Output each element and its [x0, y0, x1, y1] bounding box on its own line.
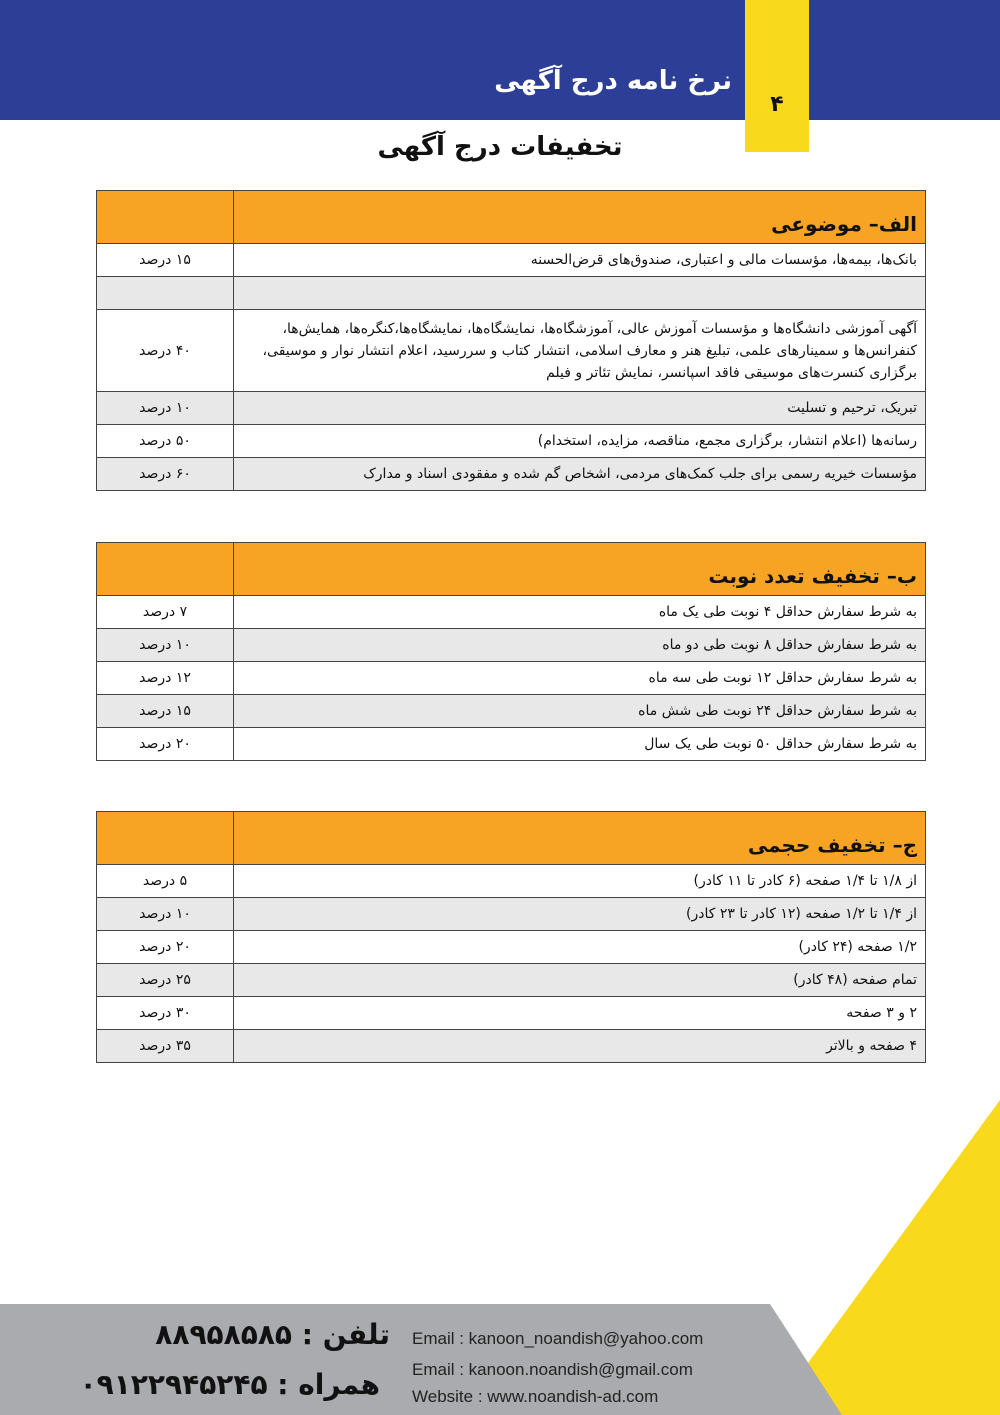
table-topic-discounts: [96, 190, 926, 491]
row-desc: ۲ و ۳ صفحه: [234, 997, 926, 1030]
row-percent: ۲۰ درصد: [97, 931, 234, 964]
row-percent: ۲۰ درصد: [97, 728, 234, 761]
table-repeat-discounts: [96, 542, 926, 761]
row-percent: ۱۰ درصد: [97, 629, 234, 662]
row-percent: ۶۰ درصد: [97, 458, 234, 491]
row-percent: ۱۰ درصد: [97, 392, 234, 425]
row-desc: به شرط سفارش حداقل ۸ نوبت طی دو ماه: [234, 629, 926, 662]
table-heading: الف– موضوعی: [234, 191, 926, 244]
row-percent: [97, 277, 234, 310]
row-percent: ۱۵ درصد: [97, 695, 234, 728]
page-title: تخفیفات درج آگهی: [377, 132, 623, 162]
row-percent: ۳۵ درصد: [97, 1030, 234, 1063]
footer-phone: تلفن : ۸۸۹۵۸۵۸۵: [155, 1318, 390, 1351]
footer-email-yahoo[interactable]: Email : kanoon_noandish@yahoo.com: [412, 1329, 704, 1348]
row-percent: ۱۰ درصد: [97, 898, 234, 931]
row-percent: ۴۰ درصد: [97, 310, 234, 392]
footer-email-gmail[interactable]: Email : kanoon.noandish@gmail.com: [412, 1360, 693, 1379]
row-percent: ۵ درصد: [97, 865, 234, 898]
row-desc: ۱/۲ صفحه (۲۴ کادر): [234, 931, 926, 964]
row-desc: به شرط سفارش حداقل ۱۲ نوبت طی سه ماه: [234, 662, 926, 695]
table-volume-discounts: [96, 811, 926, 1063]
header-band: [0, 0, 1000, 120]
row-percent: ۲۵ درصد: [97, 964, 234, 997]
page-number-tab: [745, 0, 809, 152]
table-heading-blank: [97, 191, 234, 244]
footer-website[interactable]: Website : www.noandish-ad.com: [412, 1387, 659, 1406]
row-desc: به شرط سفارش حداقل ۵۰ نوبت طی یک سال: [234, 728, 926, 761]
row-desc: [234, 277, 926, 310]
row-desc: از ۱/۴ تا ۱/۲ صفحه (۱۲ کادر تا ۲۳ کادر): [234, 898, 926, 931]
row-desc: تبریک، ترحیم و تسلیت: [234, 392, 926, 425]
page-number: ۴: [770, 92, 784, 117]
row-desc: مؤسسات خیریه رسمی برای جلب کمک‌های مردمی، اشخاص گم شده و مفقودی اسناد و مدارک: [234, 458, 926, 491]
row-percent: ۱۵ درصد: [97, 244, 234, 277]
footer-mobile: همراه : ۰۹۱۲۲۹۴۵۲۴۵: [79, 1368, 380, 1401]
row-desc: تمام صفحه (۴۸ کادر): [234, 964, 926, 997]
row-desc: ۴ صفحه و بالاتر: [234, 1030, 926, 1063]
table-heading-blank: [97, 812, 234, 865]
row-desc: آگهی آموزشی دانشگاه‌ها و مؤسسات آموزش عالی، آموزشگاه‌ها، نمایشگاه‌ها، نمایشگاه‌ها،کنگره‌ها، همایش‌ها، کنفرانس‌ها و سمینارهای علمی، تبلیغ هنر و معارف اسلامی، انتشار کتاب و سررسید، اعلام انتشار نوار و موسیقی، برگزاری کنسرت‌های موسیقی فاقد اسپانسر، نمایش تئاتر و فیلم: [234, 310, 926, 392]
row-desc: از ۱/۸ تا ۱/۴ صفحه (۶ کادر تا ۱۱ کادر): [234, 865, 926, 898]
row-percent: ۳۰ درصد: [97, 997, 234, 1030]
table-heading: ب– تخفیف تعدد نوبت: [234, 543, 926, 596]
table-heading: ج– تخفیف حجمی: [234, 812, 926, 865]
row-desc: بانک‌ها، بیمه‌ها، مؤسسات مالی و اعتباری، صندوق‌های قرض‌الحسنه: [234, 244, 926, 277]
row-percent: ۵۰ درصد: [97, 425, 234, 458]
row-desc: به شرط سفارش حداقل ۲۴ نوبت طی شش ماه: [234, 695, 926, 728]
table-heading-blank: [97, 543, 234, 596]
row-desc: به شرط سفارش حداقل ۴ نوبت طی یک ماه: [234, 596, 926, 629]
row-percent: ۷ درصد: [97, 596, 234, 629]
row-desc: رسانه‌ها (اعلام انتشار، برگزاری مجمع، مناقصه، مزایده، استخدام): [234, 425, 926, 458]
row-percent: ۱۲ درصد: [97, 662, 234, 695]
header-title: نرخ نامه درج آگهی: [494, 66, 732, 96]
